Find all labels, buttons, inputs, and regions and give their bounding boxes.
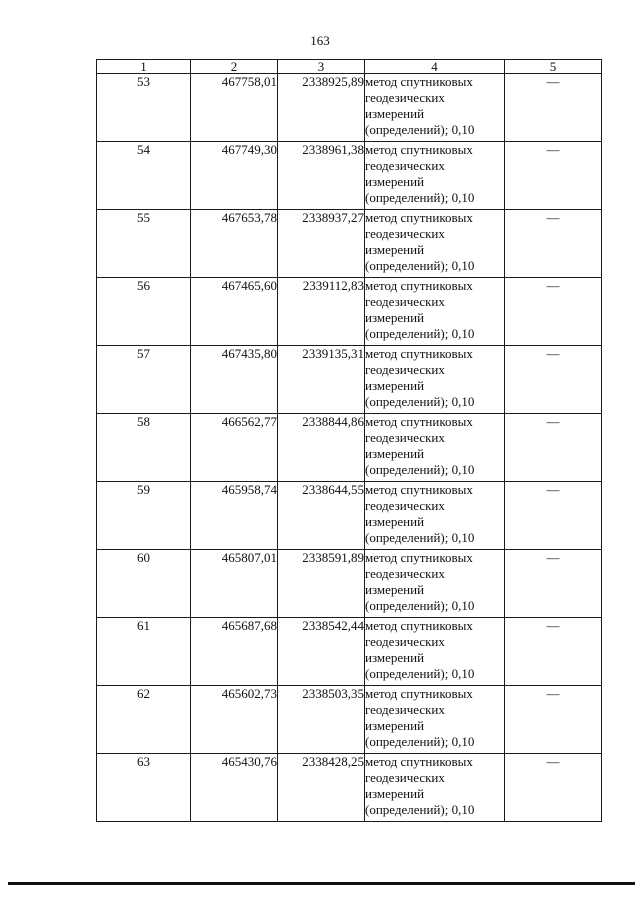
method-cell: метод спутниковых геодезических измерений (определений); 0,10 (365, 74, 505, 142)
x-coordinate-cell: 467653,78 (191, 210, 278, 278)
method-cell: метод спутниковых геодезических измерений (определений); 0,10 (365, 346, 505, 414)
y-coordinate-cell: 2338428,25 (278, 754, 365, 822)
y-coordinate-cell: 2339135,31 (278, 346, 365, 414)
note-cell: — (505, 210, 602, 278)
y-coordinate-cell: 2338937,27 (278, 210, 365, 278)
note-cell: — (505, 618, 602, 686)
point-number-cell: 56 (97, 278, 191, 346)
method-cell: метод спутниковых геодезических измерений (определений); 0,10 (365, 210, 505, 278)
y-coordinate-cell: 2338644,55 (278, 482, 365, 550)
x-coordinate-cell: 465687,68 (191, 618, 278, 686)
column-header-1: 1 (97, 60, 191, 74)
y-coordinate-cell: 2339112,83 (278, 278, 365, 346)
column-header-5: 5 (505, 60, 602, 74)
header-row (97, 60, 602, 74)
point-number-cell: 59 (97, 482, 191, 550)
note-cell: — (505, 686, 602, 754)
note-cell: — (505, 550, 602, 618)
table-row (97, 414, 602, 482)
note-cell: — (505, 278, 602, 346)
note-cell: — (505, 346, 602, 414)
method-cell: метод спутниковых геодезических измерений (определений); 0,10 (365, 414, 505, 482)
table-row (97, 482, 602, 550)
page-number: 163 (310, 33, 330, 48)
column-header-3: 3 (278, 60, 365, 74)
note-cell: — (505, 482, 602, 550)
table-row (97, 74, 602, 142)
x-coordinate-cell: 467758,01 (191, 74, 278, 142)
method-cell: метод спутниковых геодезических измерений (определений); 0,10 (365, 550, 505, 618)
column-header-4: 4 (365, 60, 505, 74)
x-coordinate-cell: 467435,80 (191, 346, 278, 414)
table-row (97, 550, 602, 618)
point-number-cell: 53 (97, 74, 191, 142)
x-coordinate-cell: 465807,01 (191, 550, 278, 618)
method-cell: метод спутниковых геодезических измерений (определений); 0,10 (365, 686, 505, 754)
point-number-cell: 55 (97, 210, 191, 278)
table-header (97, 60, 602, 74)
y-coordinate-cell: 2338925,89 (278, 74, 365, 142)
column-header-2: 2 (191, 60, 278, 74)
x-coordinate-cell: 465602,73 (191, 686, 278, 754)
note-cell: — (505, 754, 602, 822)
point-number-cell: 63 (97, 754, 191, 822)
point-number-cell: 61 (97, 618, 191, 686)
point-number-cell: 58 (97, 414, 191, 482)
y-coordinate-cell: 2338591,89 (278, 550, 365, 618)
table-row (97, 210, 602, 278)
table-row (97, 686, 602, 754)
y-coordinate-cell: 2338503,35 (278, 686, 365, 754)
table-row (97, 618, 602, 686)
table-row (97, 142, 602, 210)
table-body (97, 74, 602, 822)
method-cell: метод спутниковых геодезических измерений (определений); 0,10 (365, 142, 505, 210)
table-row (97, 754, 602, 822)
x-coordinate-cell: 465430,76 (191, 754, 278, 822)
table-row (97, 278, 602, 346)
y-coordinate-cell: 2338961,38 (278, 142, 365, 210)
bottom-rule (8, 882, 635, 885)
point-number-cell: 54 (97, 142, 191, 210)
coordinates-table (96, 59, 602, 822)
note-cell: — (505, 142, 602, 210)
note-cell: — (505, 74, 602, 142)
x-coordinate-cell: 467465,60 (191, 278, 278, 346)
method-cell: метод спутниковых геодезических измерений (определений); 0,10 (365, 618, 505, 686)
note-cell: — (505, 414, 602, 482)
x-coordinate-cell: 465958,74 (191, 482, 278, 550)
point-number-cell: 60 (97, 550, 191, 618)
y-coordinate-cell: 2338542,44 (278, 618, 365, 686)
point-number-cell: 62 (97, 686, 191, 754)
x-coordinate-cell: 466562,77 (191, 414, 278, 482)
method-cell: метод спутниковых геодезических измерений (определений); 0,10 (365, 754, 505, 822)
method-cell: метод спутниковых геодезических измерений (определений); 0,10 (365, 482, 505, 550)
point-number-cell: 57 (97, 346, 191, 414)
x-coordinate-cell: 467749,30 (191, 142, 278, 210)
y-coordinate-cell: 2338844,86 (278, 414, 365, 482)
table-row (97, 346, 602, 414)
method-cell: метод спутниковых геодезических измерений (определений); 0,10 (365, 278, 505, 346)
